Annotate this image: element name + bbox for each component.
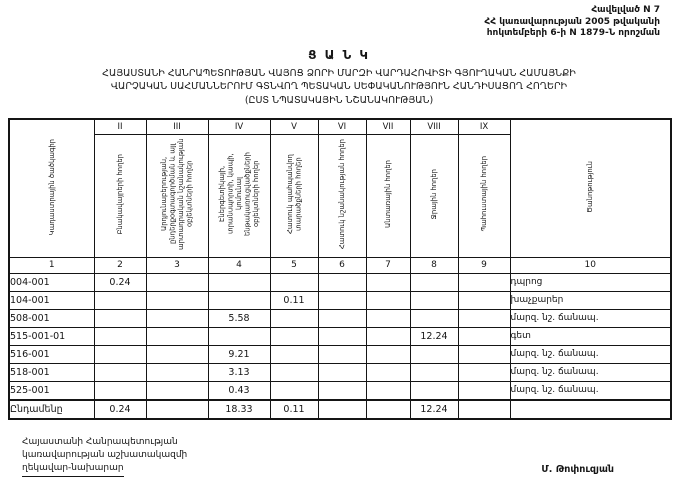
column-index: 9 (458, 257, 510, 273)
data-row (9, 363, 671, 381)
heading-line: (ԸՍՏ ՆՊԱՏԱԿԱՅԻՆ ՆՇԱՆԱԿՈՒԹՅԱՆ) (244, 94, 434, 106)
code-cell: 508-001 (9, 309, 94, 327)
appendix-line: Հավելված N 7 (591, 5, 660, 15)
value-cell (410, 309, 458, 327)
value-cell (94, 309, 146, 327)
table-body (9, 273, 671, 419)
vertical-header-text: Պահուստային հողեր (479, 156, 488, 232)
column-index: 4 (208, 257, 270, 273)
value-cell (146, 273, 208, 291)
signer-position-block (22, 436, 187, 477)
value-cell (318, 327, 366, 345)
value-cell (458, 309, 510, 327)
value-cell (94, 291, 146, 309)
col-header-category (410, 134, 458, 257)
column-index: 10 (510, 257, 671, 273)
value-cell: 5.58 (208, 309, 270, 327)
column-index: 5 (270, 257, 318, 273)
value-cell (270, 309, 318, 327)
value-cell (146, 363, 208, 381)
value-cell (366, 381, 410, 400)
roman-numeral: III (146, 119, 208, 135)
value-cell (366, 309, 410, 327)
value-cell (94, 363, 146, 381)
value-cell (366, 327, 410, 345)
value-cell (208, 291, 270, 309)
value-cell (146, 345, 208, 363)
col-header-category (94, 134, 146, 257)
roman-numeral-row (9, 119, 671, 135)
col-header-category (318, 134, 366, 257)
value-cell (458, 400, 510, 419)
value-cell: 18.33 (208, 400, 270, 419)
value-cell (318, 400, 366, 419)
value-cell (410, 291, 458, 309)
value-cell (458, 327, 510, 345)
total-label-cell: Ընդամենը (9, 400, 94, 419)
col-header-cadastral-code (9, 119, 94, 258)
value-cell: 9.21 (208, 345, 270, 363)
document-heading (8, 67, 670, 107)
note-cell: մարզ. նշ. ճանապ. (510, 345, 671, 363)
value-cell: 0.24 (94, 273, 146, 291)
value-cell (270, 345, 318, 363)
vertical-header-text: Հատուկ պահպանվող տարածքների հողեր (285, 154, 302, 234)
value-cell (270, 327, 318, 345)
roman-numeral: VIII (410, 119, 458, 135)
data-row (9, 291, 671, 309)
col-header-category (270, 134, 318, 257)
value-cell (458, 273, 510, 291)
value-cell (146, 291, 208, 309)
roman-numeral: V (270, 119, 318, 135)
total-row (9, 400, 671, 419)
vertical-header-text: Ջրային հողեր (429, 168, 438, 220)
value-cell: 12.24 (410, 400, 458, 419)
value-cell (146, 381, 208, 400)
roman-numeral: II (94, 119, 146, 135)
data-row (9, 273, 671, 291)
appendix-line: հոկտեմբերի 6-ի N 1879-Ն որոշման (486, 28, 660, 39)
column-index: 7 (366, 257, 410, 273)
value-cell: 0.11 (270, 400, 318, 419)
value-cell (366, 273, 410, 291)
note-cell (510, 400, 671, 419)
value-cell (318, 381, 366, 400)
data-row (9, 345, 671, 363)
note-cell: մարզ. նշ. ճանապ. (510, 363, 671, 381)
note-cell: խաչքարեր (510, 291, 671, 309)
value-cell: 3.13 (208, 363, 270, 381)
value-cell (410, 273, 458, 291)
value-cell (146, 327, 208, 345)
column-index: 1 (9, 257, 94, 273)
heading-line: ՀԱՅԱՍՏԱՆԻ ՀԱՆՐԱՊԵՏՈՒԹՅԱՆ ՎԱՅՈՑ ՁՈՐԻ ՄԱՐԶԻ ՎԱՐԴԱՀՈՎԻՏԻ ԳՅՈՒՂԱԿԱՆ ՀԱՄԱՅՆՔԻ (102, 68, 576, 80)
note-cell: մարզ. նշ. ճանապ. (510, 381, 671, 400)
appendix-line: ՀՀ կառավարության 2005 թվականի (484, 16, 660, 27)
column-index: 8 (410, 257, 458, 273)
value-cell (208, 327, 270, 345)
value-cell (366, 345, 410, 363)
roman-numeral: VII (366, 119, 410, 135)
vertical-header-text: Էներգետիկայի, տրանսպորտի, կապի, կոմունալ ենթակառուցվածքների օբյեկտների հողեր (217, 152, 260, 236)
value-cell (318, 291, 366, 309)
value-cell (458, 363, 510, 381)
value-cell (318, 345, 366, 363)
column-index: 6 (318, 257, 366, 273)
value-cell (366, 291, 410, 309)
value-cell: 12.24 (410, 327, 458, 345)
code-cell: 516-001 (9, 345, 94, 363)
value-cell (270, 363, 318, 381)
land-parcels-table (8, 118, 672, 420)
roman-numeral: IV (208, 119, 270, 135)
col-header-category (146, 134, 208, 257)
value-cell (208, 273, 270, 291)
value-cell (366, 400, 410, 419)
heading-line: ՎԱՐՉԱԿԱՆ ՍԱՀՄԱՆՆԵՐՈՒՄ ԳՏՆՎՈՂ ՊԵՏԱԿԱՆ ՍԵՓԱԿԱՆՈՒԹՅՈՒՆ ՀԱՆԴԻՍԱՑՈՂ ՀՈՂԵՐԻ (110, 81, 568, 93)
column-index-row (9, 257, 671, 273)
signer-title: ղեկավար-նախարար (22, 462, 124, 477)
value-cell (270, 273, 318, 291)
vertical-header-text: Կադաստրային ծածկագիր (47, 138, 56, 236)
value-cell: 0.11 (270, 291, 318, 309)
document-title: Ց Ա Ն Կ (308, 48, 370, 63)
value-cell (318, 273, 366, 291)
signer-line (22, 462, 187, 477)
col-header-category (208, 134, 270, 257)
value-cell (146, 400, 208, 419)
col-header-category (458, 134, 510, 257)
value-cell (270, 381, 318, 400)
value-cell (318, 363, 366, 381)
code-cell: 004-001 (9, 273, 94, 291)
signature-name: Մ. Թոփուզյան (541, 464, 614, 476)
roman-numeral: IX (458, 119, 510, 135)
note-cell: մարզ. նշ. ճանապ. (510, 309, 671, 327)
note-cell: դպրոց (510, 273, 671, 291)
vertical-header-text: Հատուկ նշանակության հողեր (337, 138, 346, 250)
code-cell: 518-001 (9, 363, 94, 381)
data-row (9, 327, 671, 345)
value-cell (458, 291, 510, 309)
value-cell (94, 327, 146, 345)
col-header-note (510, 119, 671, 258)
value-cell (366, 363, 410, 381)
value-cell (146, 309, 208, 327)
value-cell (94, 381, 146, 400)
code-cell: 525-001 (9, 381, 94, 400)
data-row (9, 309, 671, 327)
value-cell (458, 381, 510, 400)
value-cell (458, 345, 510, 363)
appendix-block (8, 5, 670, 40)
value-cell: 0.43 (208, 381, 270, 400)
code-cell: 104-001 (9, 291, 94, 309)
signer-line: Հայաստանի Հանրապետության (22, 436, 178, 447)
vertical-header-text: Անտառային հողեր (383, 159, 392, 228)
value-cell (410, 381, 458, 400)
code-cell: 515-001-01 (9, 327, 94, 345)
signer-line: կառավարության աշխատակազմի (22, 450, 188, 460)
vertical-header-text: Ծանոթություն (586, 161, 594, 213)
value-cell (94, 345, 146, 363)
value-cell: 0.24 (94, 400, 146, 419)
value-cell (318, 309, 366, 327)
roman-numeral: VI (318, 119, 366, 135)
value-cell (410, 363, 458, 381)
data-row (9, 381, 671, 400)
vertical-header-text: Արդյունաբերության, ընդերքօգտագործման և այլ արտադրական նշանակության օբյեկտների հողեր (160, 138, 194, 250)
column-index: 2 (94, 257, 146, 273)
note-cell: գետ (510, 327, 671, 345)
footer (8, 436, 670, 477)
column-index: 3 (146, 257, 208, 273)
col-header-category (366, 134, 410, 257)
vertical-header-text: Բնակավայրերի հողեր (115, 153, 124, 235)
value-cell (410, 345, 458, 363)
